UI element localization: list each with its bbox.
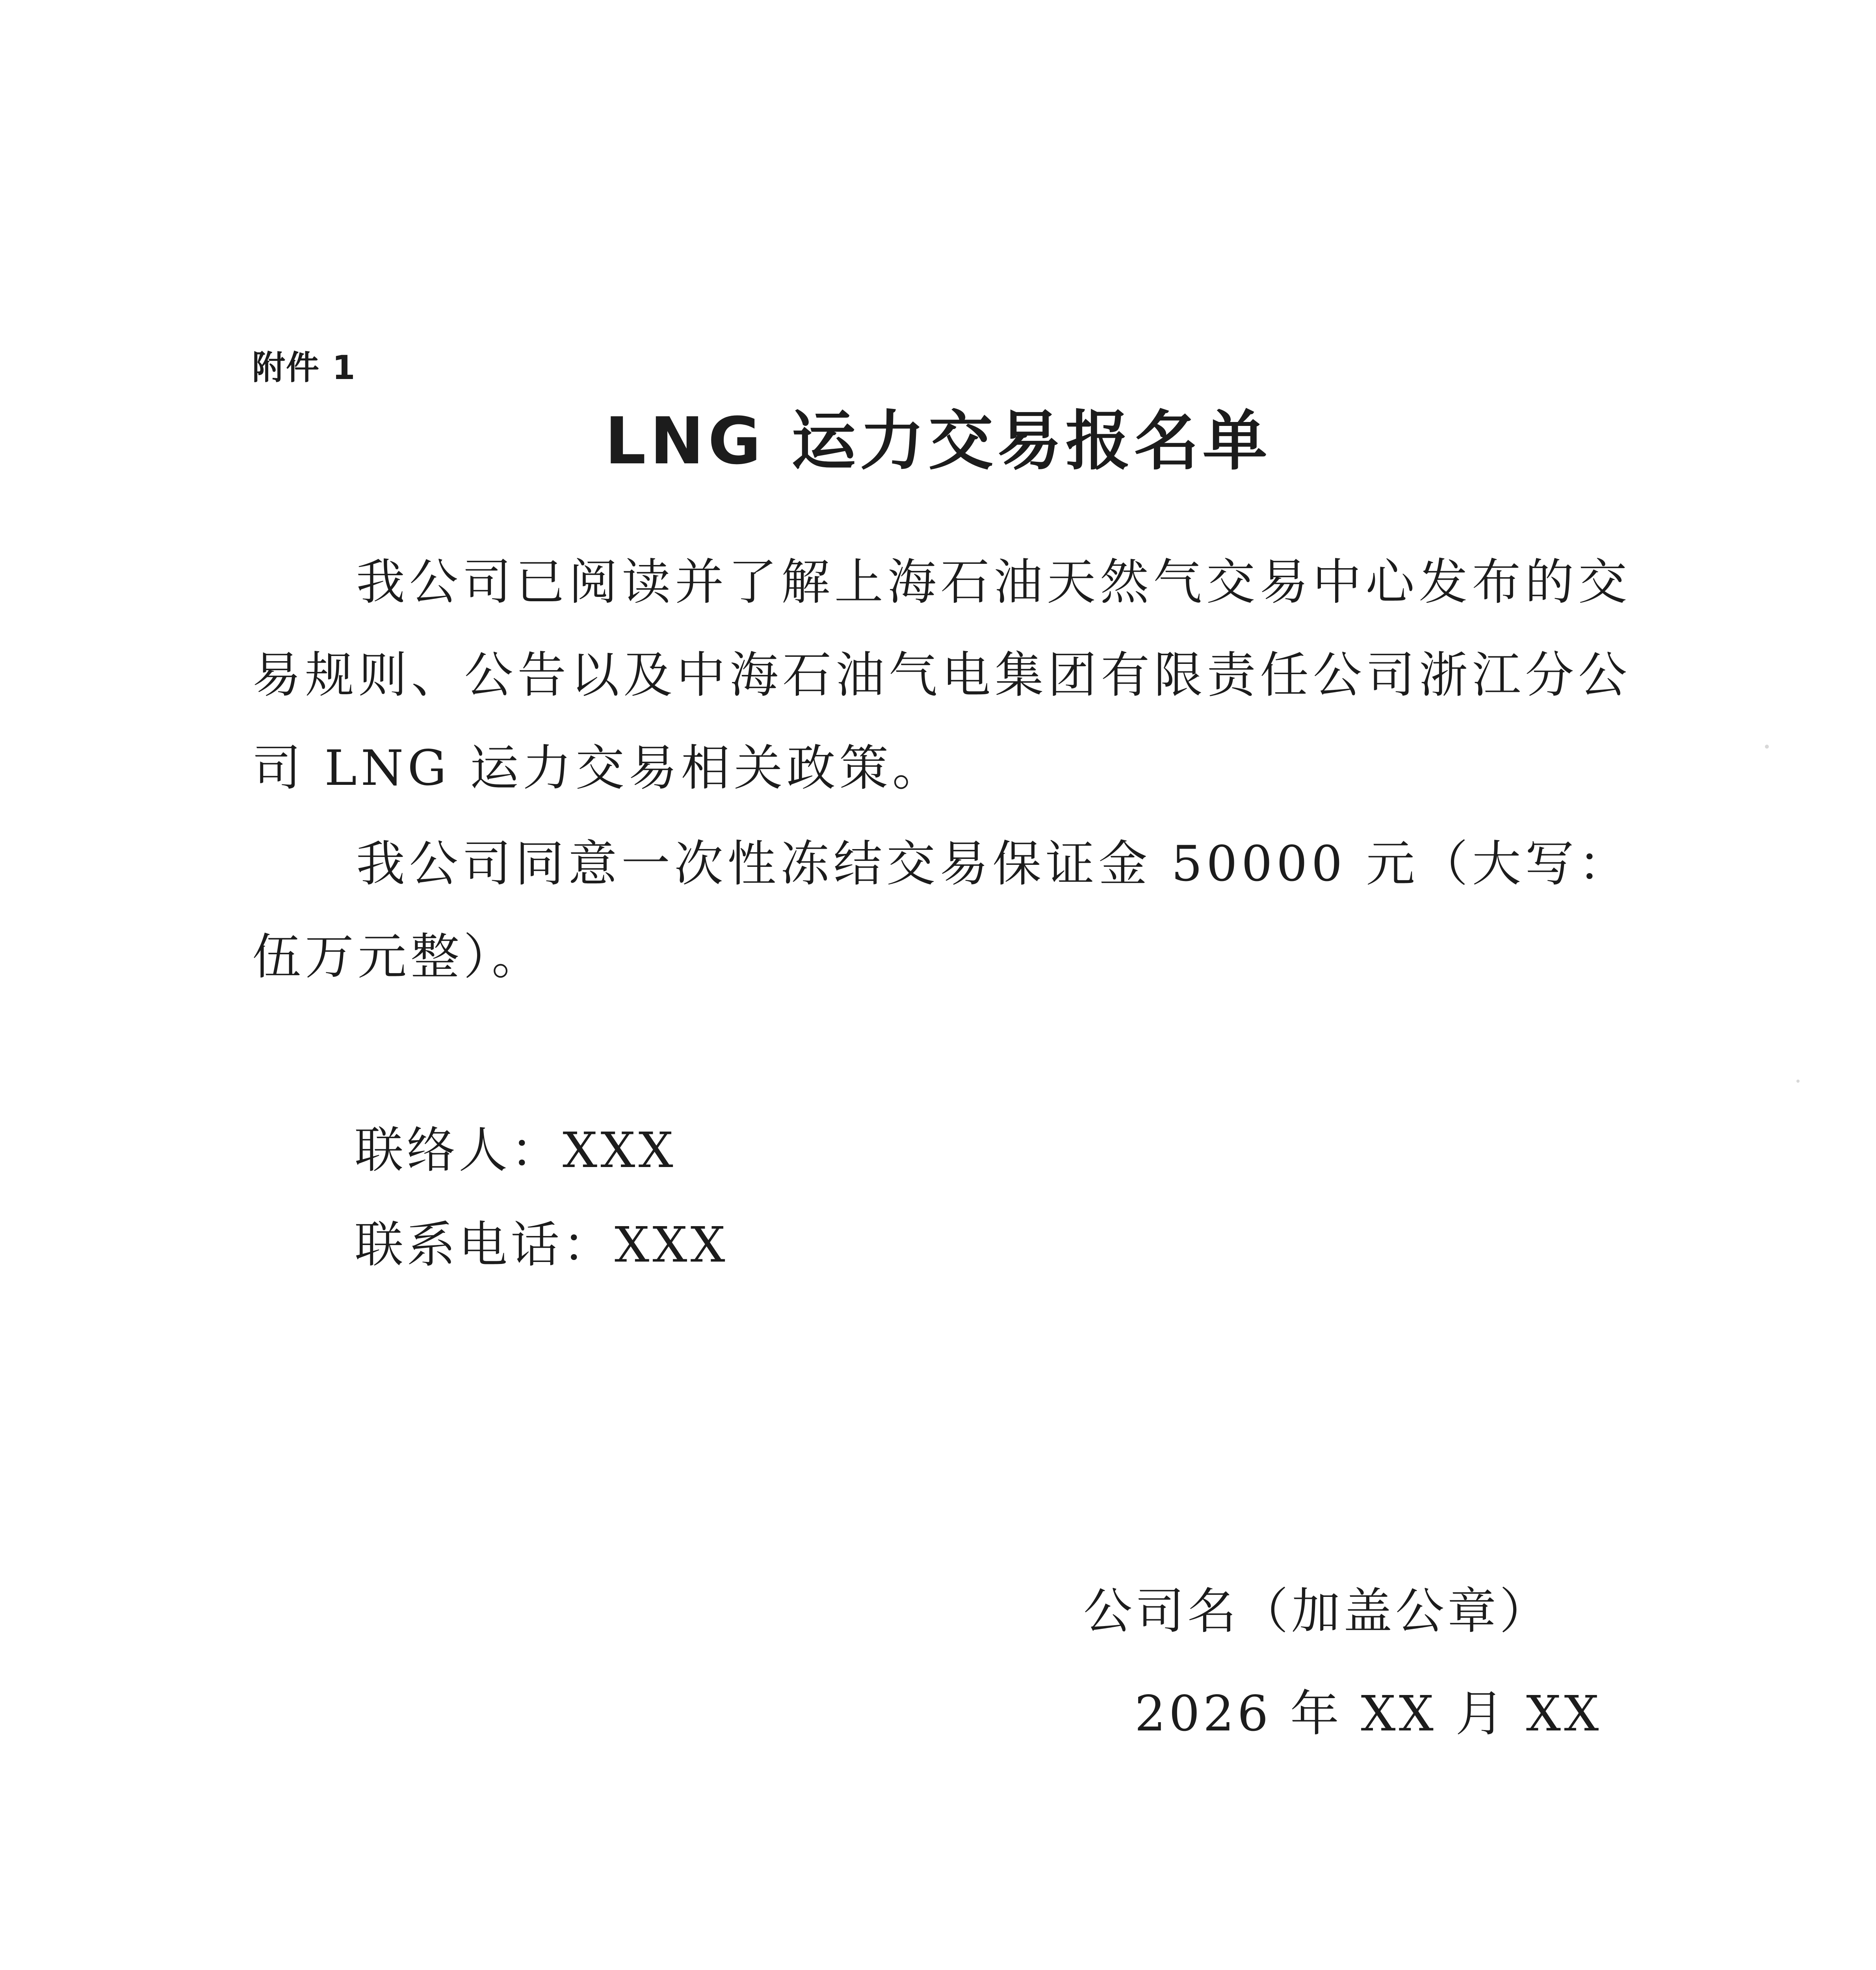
- scan-speck: [1796, 1080, 1800, 1083]
- contact-person: 联络人：XXX: [355, 1122, 676, 1179]
- signature-date: 2026 年 XX 月 XX: [1135, 1686, 1602, 1742]
- company-signature-line: 公司名（加盖公章）: [1083, 1583, 1552, 1640]
- contact-phone: 联系电话：XXX: [355, 1217, 728, 1273]
- body-paragraph: 我公司已阅读并了解上海石油天然气交易中心发布的交易规则、公告以及中海石油气电集团有限责任公司浙江分公司 LNG 运力交易相关政策。: [252, 554, 1631, 797]
- attachment-label: 附件 1: [252, 348, 356, 387]
- body-paragraph: 我公司同意一次性冻结交易保证金 50000 元（大写：伍万元整）。: [252, 836, 1631, 985]
- document-title: LNG 运力交易报名单: [605, 403, 1271, 479]
- scan-speck: [1765, 745, 1769, 749]
